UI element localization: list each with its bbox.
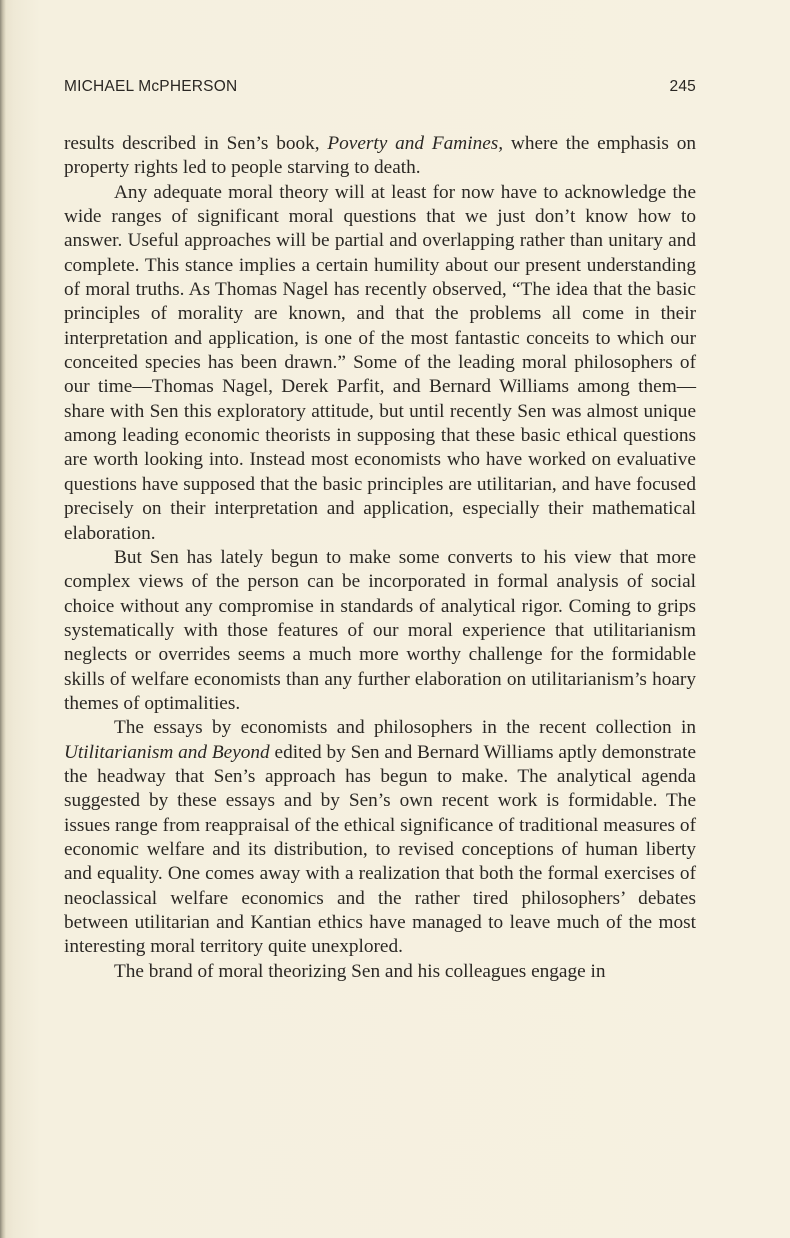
book-title-utilitarianism-and-beyond: Utilitarianism and Beyond: [64, 741, 270, 763]
paragraph-1: [64, 132, 696, 181]
paragraph-1-text-2: where the emphasis on property rights led to people starving to death.: [64, 133, 696, 179]
running-head-author: MICHAEL McPHERSON: [64, 78, 238, 95]
paragraph-4-text-1: The essays by economists and philosophers in the recent collection in: [114, 717, 696, 739]
paragraph-3-text: But Sen has lately begun to make some converts to his view that more complex views of the person can be incorporated in formal analysis of social choice without any compromise in standards of analytical rigor. Coming to grips systematically with those features of our moral experience that utilitarianism neglects or overrides seems a much more worthy challenge for the formidable skills of welfare economists than any further elaboration on utilitarianism’s hoary themes of optimalities.: [64, 546, 696, 714]
page-binding-edge: [0, 0, 6, 1238]
book-title-poverty-and-famines: Poverty and Famines,: [327, 133, 504, 154]
page-number: 245: [669, 78, 696, 95]
body-text: [64, 132, 696, 984]
paragraph-5: [64, 960, 696, 984]
paragraph-1-text-1: results described in Sen’s book,: [64, 133, 328, 154]
paragraph-5-text: The brand of moral theorizing Sen and his colleagues engage in: [114, 960, 606, 982]
running-head: [64, 78, 696, 102]
paragraph-4-text-2: edited by Sen and Bernard Williams aptly demonstrate the headway that Sen’s approach has begun to make. The analytical agenda suggested by these essays and by Sen’s own recent work is formidable. The issues range from reappraisal of the ethical significance of traditional measures of economic welfare and its distribution, to revised conceptions of human liberty and equality. One comes away with a realization that both the formal exercises of neoclassical welfare economics and the rather tired philosophers’ debates between utilitarian and Kantian ethics have managed to leave much of the most interesting moral territory quite unexplored.: [64, 741, 697, 958]
paragraph-3: [64, 546, 696, 716]
paragraph-2-text: Any adequate moral theory will at least for now have to acknowledge the wide ranges of significant moral questions that we just don’t know how to answer. Useful approaches will be partial and overlapping rather than unitary and complete. This stance implies a certain humility about our present understanding of moral truths. As Thomas Nagel has recently observed, “The idea that the basic principles of morality are known, and that the problems all come in their interpretation and application, is one of the most fantastic conceits to which our conceited species has been drawn.” Some of the leading moral philosophers of our time—Thomas Nagel, Derek Parfit, and Bernard Williams among them—share with Sen this exploratory attitude, but until recently Sen was almost unique among leading economic theorists in supposing that these basic ethical questions are worth looking into. Instead most economists who have worked on evaluative questions have supposed that the basic principles are utilitarian, and have focused precisely on their interpretation and application, especially their mathematical elaboration.: [64, 181, 696, 544]
paragraph-4: [64, 716, 696, 959]
paragraph-2: [64, 181, 696, 546]
